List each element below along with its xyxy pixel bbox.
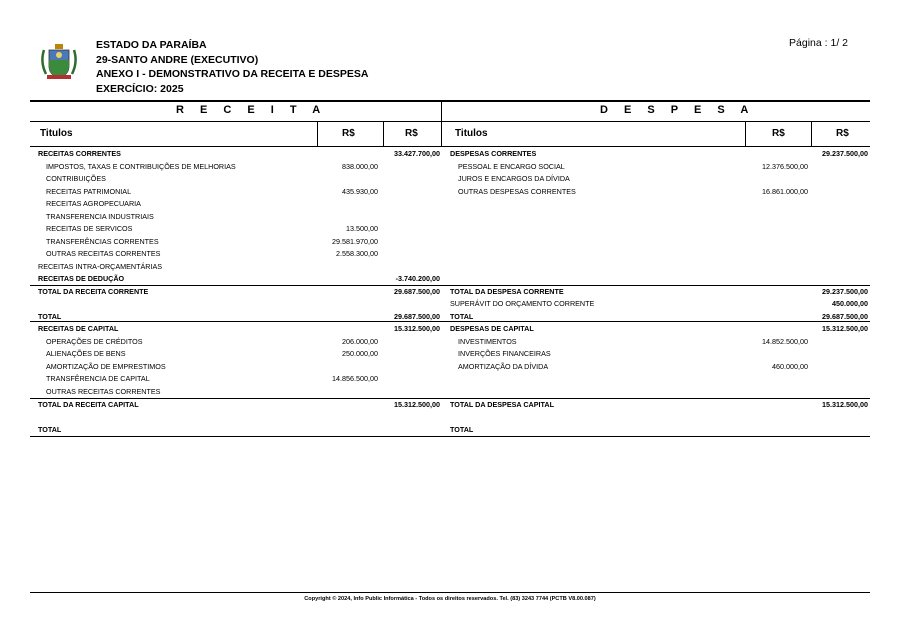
top-rule <box>30 100 870 102</box>
despesa-row-label: TOTAL DA DESPESA CAPITAL <box>450 400 554 409</box>
receita-row-subtotal: 15.312.500,00 <box>394 400 440 409</box>
despesa-row-value: 12.376.500,00 <box>762 162 808 171</box>
receita-row-label: RECEITAS CORRENTES <box>38 149 121 158</box>
despesa-row-label: SUPERÁVIT DO ORÇAMENTO CORRENTE <box>450 299 595 308</box>
state-name: ESTADO DA PARAÍBA <box>96 39 207 51</box>
receita-row-label: RECEITAS DE SERVICOS <box>46 224 133 233</box>
receita-row-label: RECEITAS INTRA-ORÇAMENTÁRIAS <box>38 262 163 271</box>
receita-row-subtotal: 15.312.500,00 <box>394 324 440 333</box>
receita-row-value: 838.000,00 <box>342 162 378 171</box>
despesa-titulos-header: Titulos <box>455 128 488 139</box>
despesa-row-subtotal: 15.312.500,00 <box>822 400 868 409</box>
despesa-rs-header: R$ <box>772 128 785 139</box>
page-number: Página : 1/ 2 <box>789 37 848 49</box>
banner-rule <box>30 121 870 122</box>
colhead-rule <box>30 146 870 147</box>
section-rule <box>30 285 870 286</box>
report-header <box>96 38 368 96</box>
receita-row-label: TRANSFERÊNCIAS CORRENTES <box>46 237 159 246</box>
receita-row-value: 435.930,00 <box>342 187 378 196</box>
fiscal-year: EXERCÍCIO: 2025 <box>96 82 184 95</box>
despesa-row-subtotal: 29.687.500,00 <box>822 312 868 321</box>
receita-row-subtotal: 33.427.700,00 <box>394 149 440 158</box>
receita-row-label: AMORTIZAÇÃO DE EMPRESTIMOS <box>46 362 166 371</box>
annex-title: ANEXO I - DEMONSTRATIVO DA RECEITA E DESPESA <box>96 68 369 80</box>
receita-row-value: 206.000,00 <box>342 337 378 346</box>
receita-row-value: 2.558.300,00 <box>336 249 378 258</box>
receita-row-label: TOTAL <box>38 425 62 434</box>
receita-rs-header: R$ <box>405 128 418 139</box>
receita-row-label: ALIENAÇÕES DE BENS <box>46 349 126 358</box>
despesa-row-value: 460.000,00 <box>772 362 808 371</box>
despesa-row-label: JUROS E ENCARGOS DA DÍVIDA <box>458 174 570 183</box>
receita-row-label: RECEITAS AGROPECUARIA <box>46 199 141 208</box>
receita-row-label: RECEITAS DE CAPITAL <box>38 324 119 333</box>
receita-row-subtotal: -3.740.200,00 <box>395 274 440 283</box>
despesa-row-subtotal: 450.000,00 <box>832 299 868 308</box>
col-divider <box>317 121 318 146</box>
receita-row-subtotal: 29.687.500,00 <box>394 312 440 321</box>
despesa-row-label: PESSOAL E ENCARGO SOCIAL <box>458 162 565 171</box>
receita-row-value: 29.581.970,00 <box>332 237 378 246</box>
footer-rule <box>30 592 870 593</box>
despesa-row-label: DESPESAS DE CAPITAL <box>450 324 534 333</box>
receita-row-label: TOTAL DA RECEITA CORRENTE <box>38 287 149 296</box>
despesa-row-label: TOTAL DA DESPESA CORRENTE <box>450 287 564 296</box>
receita-row-label: RECEITAS PATRIMONIAL <box>46 187 132 196</box>
despesa-row-label: TOTAL <box>450 425 474 434</box>
receita-row-label: TOTAL <box>38 312 62 321</box>
despesa-row-label: INVESTIMENTOS <box>458 337 517 346</box>
receita-titulos-header: Titulos <box>40 128 73 139</box>
despesa-row-value: 16.861.000,00 <box>762 187 808 196</box>
despesa-row-label: TOTAL <box>450 312 474 321</box>
entity-name: 29-SANTO ANDRE (EXECUTIVO) <box>96 53 259 66</box>
despesa-row-value: 14.852.500,00 <box>762 337 808 346</box>
receita-row-value: 13.500,00 <box>346 224 378 233</box>
receita-row-label: CONTRIBUIÇÕES <box>46 174 106 183</box>
receita-row-value: 14.856.500,00 <box>332 374 378 383</box>
center-divider <box>441 100 442 146</box>
receita-row-label: TRANSFÊRENCIA DE CAPITAL <box>46 374 150 383</box>
col-divider <box>745 121 746 146</box>
receita-rs-header: R$ <box>342 128 355 139</box>
col-divider <box>811 121 812 146</box>
receita-row-label: OPERAÇÕES DE CRÉDITOS <box>46 337 143 346</box>
col-divider <box>383 121 384 146</box>
despesa-row-subtotal: 15.312.500,00 <box>822 324 868 333</box>
despesa-row-subtotal: 29.237.500,00 <box>822 149 868 158</box>
receita-row-label: IMPOSTOS, TAXAS E CONTRIBUIÇÕES DE MELHORIAS <box>46 162 236 171</box>
receita-row-label: TRANSFERENCIA INDUSTRIAIS <box>46 212 154 221</box>
bottom-rule <box>30 436 870 437</box>
copyright-footer: Copyright © 2024, Info Public Informática - Todos os direitos reservados. Tel. (83) 3243 7744 (PCTB V8.00.087) <box>304 596 596 602</box>
receita-row-label: OUTRAS RECEITAS CORRENTES <box>46 249 161 258</box>
section-rule <box>30 398 870 399</box>
despesa-row-label: INVERÇÕES FINANCEIRAS <box>458 349 551 358</box>
receita-row-subtotal: 29.687.500,00 <box>394 287 440 296</box>
coat-of-arms-logo <box>38 42 80 84</box>
receita-row-label: RECEITAS DE DEDUÇÃO <box>38 274 125 283</box>
despesa-banner: D E S P E S A <box>600 104 755 116</box>
despesa-row-label: DESPESAS CORRENTES <box>450 149 537 158</box>
despesa-row-label: OUTRAS DESPESAS CORRENTES <box>458 187 576 196</box>
receita-row-label: OUTRAS RECEITAS CORRENTES <box>46 387 161 396</box>
despesa-row-subtotal: 29.237.500,00 <box>822 287 868 296</box>
receita-row-label: TOTAL DA RECEITA CAPITAL <box>38 400 139 409</box>
receita-row-value: 250.000,00 <box>342 349 378 358</box>
section-rule <box>30 321 870 322</box>
despesa-row-label: AMORTIZAÇÃO DA DÍVIDA <box>458 362 549 371</box>
despesa-rs-header: R$ <box>836 128 849 139</box>
receita-banner: R E C E I T A <box>176 104 327 116</box>
